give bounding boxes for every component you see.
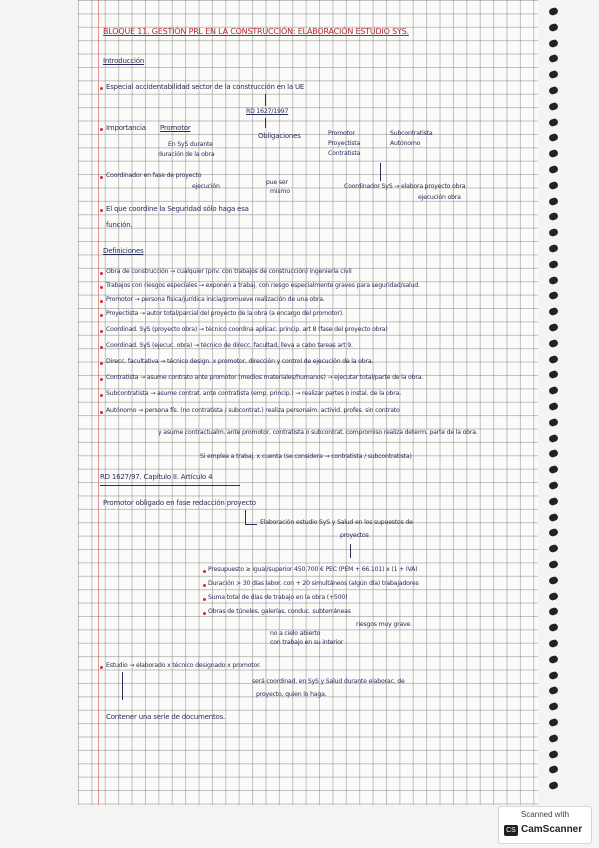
bullet-icon (100, 176, 103, 179)
binding-ring-icon (548, 781, 559, 790)
scanned-with-label: Scanned with (521, 810, 570, 819)
binding-ring-icon (548, 196, 559, 205)
binding-ring-icon (548, 212, 559, 221)
binding-ring-icon (548, 749, 559, 758)
elaboracion-2: proyectos (340, 532, 369, 539)
page-title: BLOQUE 11. GESTIÓN PRL EN LA CONSTRUCCIÓN: ELABORACIÓN ESTUDIO SYS. (103, 27, 409, 36)
bullet-icon (100, 300, 103, 303)
sys-durante-2: duración de la obra (158, 151, 215, 158)
bullet-icon (203, 612, 206, 615)
binding-ring-icon (548, 607, 559, 616)
role-proyectista: Proyectista (328, 140, 361, 147)
intro-line: Especial accidentabilidad sector de la construcción en la UE (106, 83, 305, 91)
bullet-icon (100, 314, 103, 317)
binding-ring-icon (548, 670, 559, 679)
binding-ring-icon (548, 481, 559, 490)
coordine-1: El que coordine la Seguridad sólo haga esa (106, 205, 249, 213)
arrow-down-icon (265, 94, 266, 106)
bullet-icon (100, 666, 103, 669)
binding-ring-icon (548, 386, 559, 395)
def-autonomo-3: Si emplea a trabaj. x cuenta (se considera → contratista / subcontratista) (200, 453, 412, 460)
coordine-2: función. (106, 221, 133, 229)
arrow-down-icon (265, 118, 266, 128)
rd-capitulo: RD 1627/97. Capítulo II. Artículo 4 (100, 473, 213, 481)
binding-ring-icon (548, 102, 559, 111)
def-promotor: Promotor → persona física/jurídica inicia/promueve realización de una obra. (106, 296, 325, 303)
binding-ring-icon (548, 370, 559, 379)
binding-ring-icon (548, 449, 559, 458)
puede-mismo-2: mismo (270, 188, 290, 195)
binding-ring-icon (548, 23, 559, 32)
bullet-icon (203, 584, 206, 587)
obras: Obras de túneles, galerías, conduc. subterráneas (208, 608, 351, 615)
binding-ring-icon (548, 702, 559, 711)
sera-2: proyecto, quien lo haga. (256, 691, 327, 698)
promotor-obligado: Promotor obligado en fase redacción proyecto (103, 499, 256, 507)
def-autonomo: Autónomo → persona fís. (no contratista / subcontrat.) realiza personalm. activid. profes. sin contrato (106, 407, 400, 414)
def-coord-ejecucion: Coordinad. SyS (ejecuc. obra) → técnico de direcc. facultad, lleva a cabo tareas art 9. (106, 342, 353, 349)
bullet-icon (203, 570, 206, 573)
binding-ring-icon (548, 38, 559, 47)
coordinador-1: Coordinador en fase de proyecto (106, 172, 202, 179)
coordinador-2: ejecución (192, 183, 220, 190)
estudio: Estudio → elaborado x técnico designado x promotor. (106, 662, 261, 669)
binding-ring-icon (548, 165, 559, 174)
binding-ring-icon (548, 70, 559, 79)
bullet-icon (203, 598, 206, 601)
spiral-binding (549, 8, 565, 808)
bullet-icon (100, 128, 103, 131)
aire-2: con trabajo en su interior (270, 639, 344, 646)
binding-ring-icon (548, 228, 559, 237)
camscanner-logo-icon: CS (504, 825, 518, 836)
binding-ring-icon (548, 7, 559, 16)
binding-ring-icon (548, 433, 559, 442)
sys-durante-1: En SyS durante (168, 141, 213, 148)
bracket-line (245, 524, 257, 525)
bullet-icon (100, 330, 103, 333)
underline (100, 485, 240, 486)
binding-ring-icon (548, 655, 559, 664)
bullet-icon (100, 286, 103, 289)
binding-ring-icon (548, 639, 559, 648)
bullet-icon (100, 362, 103, 365)
binding-ring-icon (548, 354, 559, 363)
def-proyectista: Proyectista → autor total/parcial del proyecto de la obra (a encargo del promotor). (106, 310, 344, 317)
camscanner-brand: CamScanner (521, 824, 583, 835)
binding-ring-icon (548, 260, 559, 269)
contener: Contener una serie de documentos. (106, 713, 226, 721)
riesgos: riesgos muy grave. (356, 621, 412, 628)
bullet-icon (100, 87, 103, 90)
def-direccion: Direcc. facultativa → técnico design. x promotor, dirección y control de ejecución de la obra. (106, 358, 374, 365)
binding-ring-icon (548, 339, 559, 348)
def-subcontratista: Subcontratista → asume contrat. ante contratista (emp. princip.) → realizar partes o instal. de la obra. (106, 390, 401, 397)
def-coord-proyecto: Coordinad. SyS (proyecto obra) → técnico coordina aplicac. princip. art 8 (fase del proyecto obra) (106, 326, 388, 333)
obligaciones-label: Obligaciones (258, 132, 301, 140)
promotor-label: Promotor (160, 124, 191, 132)
binding-ring-icon (548, 497, 559, 506)
binding-ring-icon (548, 275, 559, 284)
suma: Suma total de días de trabajo en la obra (+500) (208, 594, 348, 601)
bullet-icon (100, 378, 103, 381)
binding-ring-icon (548, 307, 559, 316)
role-autonomo: Autónomo (390, 140, 421, 147)
binding-ring-icon (548, 591, 559, 600)
aire-1: no a cielo abierto (270, 630, 321, 637)
rd-reference: RD 1627/1997 (246, 108, 289, 115)
binding-ring-icon (548, 244, 559, 253)
binding-ring-icon (548, 544, 559, 553)
binding-ring-icon (548, 623, 559, 632)
margin-line (98, 0, 99, 805)
role-subcontratista: Subcontratista (390, 130, 433, 137)
def-riesgos: Trabajos con riesgos especiales → exponen a trabaj. con riesgo especialmente graves para seguridad/salud. (106, 282, 420, 289)
sera-1: será coordinad. en SyS y Salud durante elaborac. de (252, 678, 405, 685)
binding-ring-icon (548, 560, 559, 569)
binding-ring-icon (548, 512, 559, 521)
importancia-label: Importancia (106, 124, 146, 132)
intro-heading: Introducción (103, 57, 145, 65)
binding-ring-icon (548, 418, 559, 427)
def-obra: Obra de construcción → cualquier (priv. con trabajos de construcción) ingeniería civil (106, 268, 352, 275)
definiciones-heading: Definiciones (103, 247, 144, 255)
role-promotor: Promotor (328, 130, 355, 137)
binding-ring-icon (548, 686, 559, 695)
role-contratista: Contratista (328, 150, 361, 157)
elaboracion-1: Elaboración estudio SyS y Salud en los supuestos de (260, 519, 413, 526)
binding-ring-icon (548, 734, 559, 743)
coordinador-sys: Coordinador SyS → elabora proyecto obra (344, 183, 466, 190)
arrow-down-icon (350, 544, 351, 558)
binding-ring-icon (548, 323, 559, 332)
binding-ring-icon (548, 528, 559, 537)
binding-ring-icon (548, 54, 559, 63)
coordinador-sys-2: ejecución obra (418, 194, 461, 201)
bullet-icon (100, 209, 103, 212)
bullet-icon (100, 411, 103, 414)
binding-ring-icon (548, 765, 559, 774)
bullet-icon (100, 272, 103, 275)
binding-ring-icon (548, 718, 559, 727)
binding-ring-icon (548, 149, 559, 158)
camscanner-badge (498, 806, 592, 844)
bullet-icon (100, 394, 103, 397)
binding-ring-icon (548, 402, 559, 411)
binding-ring-icon (548, 181, 559, 190)
def-contratista: Contratista → asume contrato ante promotor (medios materiales/humanos) → ejecutar total/parte de la obra. (106, 374, 424, 381)
binding-ring-icon (548, 133, 559, 142)
duracion: Duración > 30 días labor. con + 20 simultáneos (algún día) trabajadores (208, 580, 419, 587)
binding-ring-icon (548, 576, 559, 585)
arrow-up-icon (380, 163, 381, 181)
def-autonomo-2: y asume contractualm. ante promotor, contratista o subcontrat. compromiso realiza determ. parte de la obra. (158, 429, 478, 436)
arrow-down-icon (122, 672, 123, 700)
binding-ring-icon (548, 291, 559, 300)
binding-ring-icon (548, 117, 559, 126)
puede-mismo-1: pue ser (266, 179, 288, 186)
bullet-icon (100, 346, 103, 349)
binding-ring-icon (548, 465, 559, 474)
presupuesto: Presupuesto ≥ igual/superior 450.700 € PEC (PEM + 66.101) x (1 + IVA) (208, 566, 418, 573)
bracket-line (245, 510, 246, 524)
binding-ring-icon (548, 86, 559, 95)
